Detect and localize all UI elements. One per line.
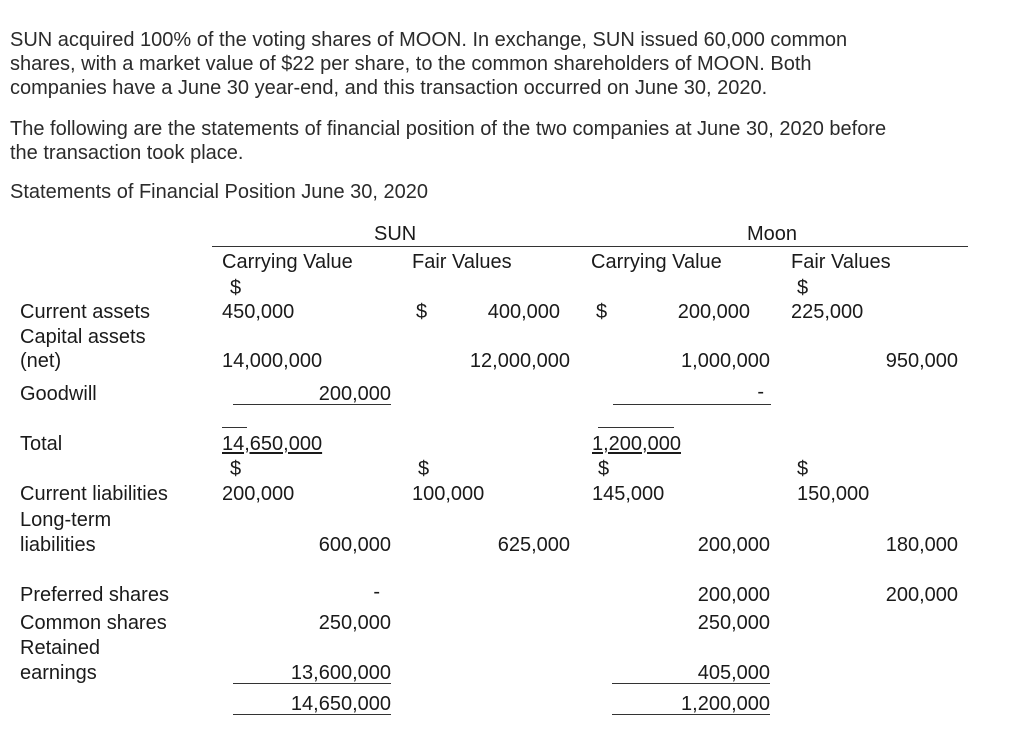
dollar-sign: $ [797, 277, 809, 299]
dollar-sign: $ [596, 301, 608, 323]
rule-mark [598, 427, 674, 428]
cell-current-assets-sun-fv: 400,000 [487, 301, 560, 323]
row-label-long-term: Long-term [20, 509, 112, 531]
cell-retained-moon-cv: 405,000 [697, 662, 770, 684]
table-caption: Statements of Financial Position June 30, 2020 [10, 181, 429, 203]
row-label-capital-assets: Capital assets [20, 326, 146, 348]
cell-long-term-sun-fv: 625,000 [497, 534, 570, 556]
header-rule [212, 246, 968, 247]
underline-goodwill-sun [233, 404, 391, 405]
row-label-preferred-shares: Preferred shares [20, 584, 169, 606]
cell-common-sun-cv: 250,000 [318, 612, 391, 634]
underline-retained-sun [233, 683, 391, 684]
row-label-capital-assets-net: (net) [20, 350, 62, 372]
dollar-sign: $ [230, 277, 242, 299]
underline-retained-moon [612, 683, 770, 684]
cell-retained-sun-cv: 13,600,000 [290, 662, 391, 684]
cell-current-liabilities-moon-fv: 150,000 [797, 483, 870, 505]
cell-current-assets-moon-cv: 200,000 [677, 301, 750, 323]
underline-grand-total-moon [612, 714, 770, 715]
dollar-sign: $ [797, 458, 809, 480]
intro-line-5: the transaction took place. [10, 142, 244, 164]
company-header-sun: SUN [374, 223, 417, 245]
cell-goodwill-moon-cv: - [757, 381, 764, 403]
intro-line-2: shares, with a market value of $22 per share, to the common shareholders of MOON. Both [10, 53, 812, 75]
cell-long-term-moon-cv: 200,000 [697, 534, 770, 556]
row-label-current-liabilities: Current liabilities [20, 483, 168, 505]
row-label-retained-earnings: earnings [20, 662, 97, 684]
row-label-goodwill: Goodwill [20, 383, 97, 405]
dollar-sign: $ [416, 301, 428, 323]
cell-current-assets-moon-fv: 225,000 [791, 301, 864, 323]
company-header-moon: Moon [747, 223, 798, 245]
cell-preferred-sun-cv: - [373, 581, 380, 603]
cell-total-moon-cv: 1,200,000 [592, 433, 681, 455]
intro-line-1: SUN acquired 100% of the voting shares of MOON. In exchange, SUN issued 60,000 common [10, 29, 848, 51]
dollar-sign: $ [230, 458, 242, 480]
cell-grand-total-moon: 1,200,000 [681, 693, 770, 715]
cell-current-liabilities-sun-fv: 100,000 [412, 483, 485, 505]
col-header-moon-fair: Fair Values [791, 251, 891, 273]
cell-capital-assets-sun-fv: 12,000,000 [469, 350, 570, 372]
cell-total-sun-cv: 14,650,000 [222, 433, 323, 455]
cell-capital-assets-sun-cv: 14,000,000 [222, 350, 323, 372]
cell-current-liabilities-moon-cv: 145,000 [592, 483, 665, 505]
col-header-moon-carrying: Carrying Value [591, 251, 722, 273]
rule-mark [222, 427, 247, 428]
row-label-current-assets: Current assets [20, 301, 151, 323]
dollar-sign: $ [598, 458, 610, 480]
intro-line-4: The following are the statements of financial position of the two companies at June 30, 2020 before [10, 118, 887, 140]
cell-current-liabilities-sun-cv: 200,000 [222, 483, 295, 505]
cell-grand-total-sun: 14,650,000 [290, 693, 391, 715]
cell-preferred-moon-fv: 200,000 [885, 584, 958, 606]
cell-capital-assets-moon-cv: 1,000,000 [681, 350, 770, 372]
col-header-sun-fair: Fair Values [412, 251, 512, 273]
dollar-sign: $ [418, 458, 430, 480]
cell-current-assets-sun-cv: 450,000 [222, 301, 295, 323]
cell-preferred-moon-cv: 200,000 [697, 584, 770, 606]
row-label-retained: Retained [20, 637, 101, 659]
cell-long-term-moon-fv: 180,000 [885, 534, 958, 556]
col-header-sun-carrying: Carrying Value [222, 251, 353, 273]
intro-line-3: companies have a June 30 year-end, and this transaction occurred on June 30, 2020. [10, 77, 768, 99]
row-label-common-shares: Common shares [20, 612, 167, 634]
cell-capital-assets-moon-fv: 950,000 [885, 350, 958, 372]
cell-common-moon-cv: 250,000 [697, 612, 770, 634]
row-label-total: Total [20, 433, 63, 455]
cell-long-term-sun-cv: 600,000 [318, 534, 391, 556]
underline-goodwill-moon [613, 404, 771, 405]
underline-grand-total-sun [233, 714, 391, 715]
row-label-long-term-liabilities: liabilities [20, 534, 96, 556]
cell-goodwill-sun-cv: 200,000 [318, 383, 391, 405]
